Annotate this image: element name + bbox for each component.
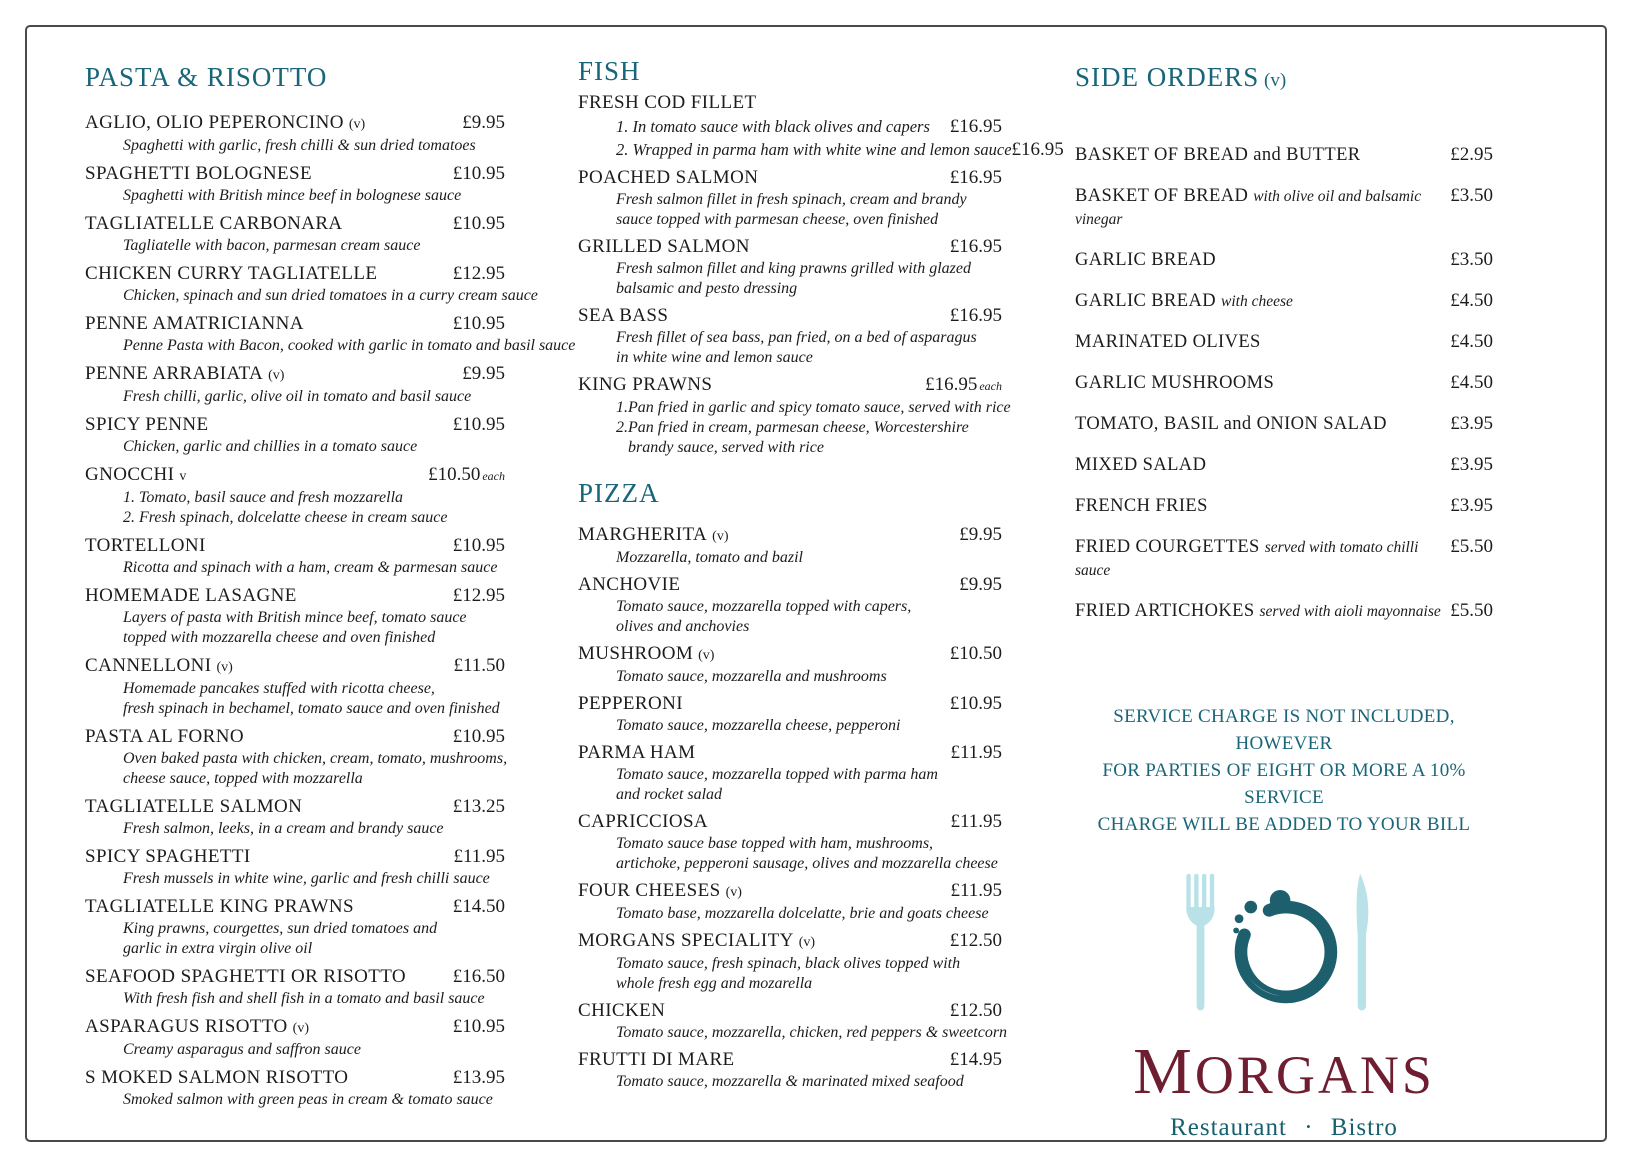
item-note: with cheese — [1221, 293, 1293, 310]
item-description: Chicken, spinach and sun dried tomatoes in a curry cream sauce — [123, 287, 538, 304]
item-note: served with tomato chilli sauce — [1075, 539, 1419, 579]
menu-item — [85, 162, 505, 206]
item-name: S MOKED SALMON RISOTTO — [85, 1067, 349, 1088]
menu-item — [85, 1015, 505, 1060]
restaurant-name: MORGANS — [1133, 1035, 1435, 1108]
item-description: Spaghetti with British mince beef in bolognese sauce — [123, 187, 462, 204]
item-name: MIXED SALAD — [1075, 455, 1207, 475]
menu-item — [85, 212, 505, 256]
item-description: 2. Fresh spinach, dolcelatte cheese in cream sauce — [123, 509, 448, 526]
restaurant-logo — [1075, 868, 1493, 1142]
item-name: GARLIC BREAD — [1075, 250, 1216, 270]
item-price: £12.95 — [452, 263, 505, 284]
menu-item — [1075, 453, 1493, 477]
menu-item — [578, 879, 1002, 924]
item-name: ANCHOVIE — [578, 574, 681, 595]
option-text: 1. In tomato sauce with black olives and capers — [616, 117, 930, 136]
item-name: GNOCCHI — [85, 464, 175, 485]
item-price: £9.95 — [959, 524, 1002, 545]
menu-item — [578, 741, 1002, 805]
item-name: GARLIC BREAD — [1075, 291, 1216, 311]
section-side-orders — [1075, 62, 1493, 623]
item-price: £10.95 — [949, 693, 1002, 714]
fork-icon — [1186, 874, 1214, 1011]
vegetarian-tag: (v) — [348, 117, 366, 132]
item-description: fresh spinach in bechamel, tomato sauce and oven finished — [123, 700, 500, 717]
item-option — [578, 115, 1002, 138]
item-description: brandy sauce, served with rice — [616, 439, 824, 456]
item-name: PASTA AL FORNO — [85, 726, 244, 747]
menu-item — [578, 573, 1002, 637]
item-name: CANNELLONI — [85, 655, 212, 676]
item-description: Tomato sauce, mozzarella cheese, pepperoni — [616, 717, 901, 734]
vegetarian-tag: v — [179, 469, 187, 484]
menu-item — [578, 1048, 1002, 1092]
menu-item — [578, 642, 1002, 687]
menu-item — [578, 304, 1002, 368]
menu-item — [1075, 184, 1493, 231]
menu-item — [578, 373, 1011, 458]
item-price: £10.50 each — [428, 464, 505, 485]
item-description: Ricotta and spinach with a ham, cream & parmesan sauce — [123, 559, 498, 576]
menu-item — [578, 166, 1002, 230]
item-name: AGLIO, OLIO PEPERONCINO — [85, 112, 344, 133]
menu-item — [1075, 535, 1493, 582]
item-name: SPICY SPAGHETTI — [85, 846, 251, 867]
menu-item — [1075, 289, 1493, 313]
item-description: artichoke, pepperoni sausage, olives and mozzarella cheese — [616, 855, 998, 872]
notice-line: CHARGE WILL BE ADDED TO YOUR BILL — [1097, 814, 1471, 835]
menu-item — [85, 654, 505, 719]
plate-icon — [1227, 890, 1344, 1010]
item-name: PENNE AMATRICIANNA — [85, 313, 304, 334]
item-price: £9.95 — [462, 112, 505, 133]
item-description: Fresh salmon, leeks, in a cream and brandy sauce — [123, 820, 444, 837]
item-description: Tomato sauce, mozzarella topped with capers, — [616, 598, 912, 615]
menu-item — [85, 463, 505, 528]
menu-item — [578, 692, 1002, 736]
item-price: £5.50 — [1450, 600, 1493, 621]
item-price: £16.95 — [949, 167, 1002, 188]
item-note: with olive oil and balsamic vinegar — [1075, 188, 1422, 228]
item-note: served with aioli mayonnaise — [1259, 603, 1441, 620]
item-price: £3.95 — [1450, 495, 1493, 516]
item-price: £10.95 — [452, 535, 505, 556]
item-price: £10.95 — [452, 163, 505, 184]
item-name: TORTELLONI — [85, 535, 206, 556]
price-unit: each — [482, 469, 505, 483]
service-charge-notice — [1075, 703, 1493, 838]
column-fish-pizza — [578, 56, 1064, 1097]
item-description: Fresh mussels in white wine, garlic and fresh chilli sauce — [123, 870, 490, 887]
item-name: TAGLIATELLE SALMON — [85, 796, 303, 817]
item-price: £16.95 — [1011, 139, 1064, 160]
vegetarian-tag: (v) — [268, 368, 285, 383]
item-price: £12.50 — [949, 1000, 1002, 1021]
item-description: Mozzarella, tomato and bazil — [616, 549, 803, 566]
knife-icon — [1357, 874, 1369, 1011]
item-price: £2.95 — [1450, 144, 1493, 165]
item-name: POACHED SALMON — [578, 167, 759, 188]
item-name: SEA BASS — [578, 305, 669, 326]
item-price: £3.95 — [1450, 454, 1493, 475]
item-name: TAGLIATELLE CARBONARA — [85, 213, 343, 234]
menu-item — [85, 413, 505, 457]
item-description: Tomato sauce, fresh spinach, black olives topped with — [616, 955, 961, 972]
menu-item — [85, 895, 505, 959]
menu-item — [85, 725, 508, 789]
item-price: £12.95 — [452, 585, 505, 606]
item-price: £16.50 — [452, 966, 505, 987]
item-description: whole fresh egg and mozarella — [616, 975, 813, 992]
item-description: King prawns, courgettes, sun dried tomatoes and — [123, 920, 438, 937]
item-name: TAGLIATELLE KING PRAWNS — [85, 896, 354, 917]
menu-item — [1075, 412, 1493, 436]
restaurant-tagline: Restaurant · Bistro — [1170, 1114, 1398, 1141]
item-price: £3.95 — [1450, 413, 1493, 434]
item-name: GARLIC MUSHROOMS — [1075, 373, 1275, 393]
vegetarian-tag: (v) — [798, 935, 816, 950]
item-name: HOMEMADE LASAGNE — [85, 585, 297, 606]
menu-item — [578, 523, 1002, 568]
menu-item — [578, 91, 1064, 161]
item-description: Smoked salmon with green peas in cream & tomato sauce — [123, 1091, 493, 1108]
item-name: TOMATO, BASIL and ONION SALAD — [1075, 414, 1387, 434]
menu-item — [1075, 599, 1493, 623]
item-name: BASKET OF BREAD — [1075, 186, 1249, 206]
item-description: Tomato sauce base topped with ham, mushrooms, — [616, 835, 934, 852]
item-description: Tomato sauce, mozzarella and mushrooms — [616, 668, 887, 685]
item-name: SPAGHETTI BOLOGNESE — [85, 163, 312, 184]
item-description: Spaghetti with garlic, fresh chilli & sun dried tomatoes — [123, 137, 476, 154]
item-description: Chicken, garlic and chillies in a tomato sauce — [123, 438, 418, 455]
item-description: Fresh chilli, garlic, olive oil in tomato and basil sauce — [123, 388, 472, 405]
menu-item — [85, 534, 505, 578]
item-description: 1.Pan fried in garlic and spicy tomato sauce, served with rice — [616, 399, 1011, 416]
item-description: With fresh fish and shell fish in a tomato and basil sauce — [123, 990, 485, 1007]
item-description: Layers of pasta with British mince beef, tomato sauce — [123, 609, 467, 626]
menu-item — [1075, 494, 1493, 518]
item-name: SEAFOOD SPAGHETTI OR RISOTTO — [85, 966, 407, 987]
item-name: MUSHROOM — [578, 643, 694, 664]
item-price: £12.50 — [949, 930, 1002, 951]
menu-item — [85, 584, 505, 648]
item-name: MARGHERITA — [578, 524, 708, 545]
notice-line: FOR PARTIES OF EIGHT OR MORE A 10% SERVICE — [1102, 760, 1466, 808]
item-price: £11.95 — [453, 846, 505, 867]
item-price: £4.50 — [1450, 372, 1493, 393]
item-description: Homemade pancakes stuffed with ricotta cheese, — [123, 680, 435, 697]
item-description: Tagliatelle with bacon, parmesan cream sauce — [123, 237, 421, 254]
item-name: SPICY PENNE — [85, 414, 209, 435]
item-price: £4.50 — [1450, 290, 1493, 311]
menu-item — [578, 999, 1008, 1043]
section-title-sides: SIDE ORDERS (v) — [1075, 62, 1287, 92]
item-name: KING PRAWNS — [578, 374, 713, 395]
item-price: £11.95 — [950, 880, 1002, 901]
menu-item — [85, 312, 576, 356]
section-pasta-risotto — [85, 62, 576, 1110]
price-unit: each — [979, 379, 1002, 393]
item-price: £3.50 — [1450, 249, 1493, 270]
menu-item — [85, 262, 538, 306]
item-price: £3.50 — [1450, 185, 1493, 206]
section-title-pasta: PASTA & RISOTTO — [85, 62, 328, 92]
section-title-pizza: PIZZA — [578, 478, 660, 508]
item-name: FRIED COURGETTES — [1075, 537, 1260, 557]
item-price: £14.50 — [452, 896, 505, 917]
section-title-fish: FISH — [578, 56, 641, 86]
fork-plate-knife-icon — [1166, 868, 1402, 1034]
item-price: £9.95 — [462, 363, 505, 384]
item-name: ASPARAGUS RISOTTO — [85, 1016, 288, 1037]
menu-item — [85, 965, 505, 1009]
menu-item — [578, 810, 1002, 874]
item-price: £13.25 — [452, 796, 505, 817]
item-name: PARMA HAM — [578, 742, 696, 763]
vegetarian-tag: (v) — [698, 648, 715, 663]
item-description: Tomato sauce, mozzarella topped with parma ham — [616, 766, 938, 783]
item-name: GRILLED SALMON — [578, 236, 750, 257]
item-name: FRIED ARTICHOKES — [1075, 601, 1255, 621]
item-description: in white wine and lemon sauce — [616, 349, 813, 366]
notice-line: SERVICE CHARGE IS NOT INCLUDED, HOWEVER — [1113, 706, 1455, 754]
item-name: CHICKEN CURRY TAGLIATELLE — [85, 263, 378, 284]
item-price: £16.95 — [949, 236, 1002, 257]
item-price: £10.50 — [949, 643, 1002, 664]
item-name: FRUTTI DI MARE — [578, 1049, 735, 1070]
item-description: and rocket salad — [616, 786, 723, 803]
item-price: £13.95 — [452, 1067, 505, 1088]
vegetarian-tag: (v) — [712, 529, 729, 544]
vegetarian-tag: (v) — [1259, 70, 1287, 91]
item-name: PEPPERONI — [578, 693, 683, 714]
menu-item — [578, 929, 1002, 994]
item-description: Fresh fillet of sea bass, pan fried, on a bed of asparagus — [616, 329, 977, 346]
menu-item — [85, 111, 505, 156]
menu-item — [85, 1066, 505, 1110]
item-price: £9.95 — [959, 574, 1002, 595]
column-sides — [1075, 62, 1493, 1142]
item-description: Tomato base, mozzarella dolcelatte, brie and goats cheese — [616, 905, 989, 922]
menu-item — [1075, 248, 1493, 272]
menu-item — [85, 795, 505, 839]
item-description: Creamy asparagus and saffron sauce — [123, 1041, 361, 1058]
item-name: CAPRICCIOSA — [578, 811, 709, 832]
item-description: Oven baked pasta with chicken, cream, tomato, mushrooms, — [123, 750, 508, 767]
item-description: garlic in extra virgin olive oil — [123, 940, 313, 957]
item-name: PENNE ARRABIATA — [85, 363, 264, 384]
item-description: 2.Pan fried in cream, parmesan cheese, Worcestershire — [616, 419, 969, 436]
menu-item — [1075, 143, 1493, 167]
item-price: £14.95 — [949, 1049, 1002, 1070]
item-price: £11.95 — [950, 811, 1002, 832]
item-description: Fresh salmon fillet in fresh spinach, cream and brandy — [616, 191, 967, 208]
item-description: Penne Pasta with Bacon, cooked with garlic in tomato and basil sauce — [123, 337, 576, 354]
item-description: balsamic and pesto dressing — [616, 280, 798, 297]
item-price: £5.50 — [1450, 536, 1493, 557]
section-pizza — [578, 478, 1008, 1092]
vegetarian-tag: (v) — [725, 885, 742, 900]
menu-item — [85, 362, 505, 407]
section-fish — [578, 56, 1064, 458]
item-price: £4.50 — [1450, 331, 1493, 352]
item-name: CHICKEN — [578, 1000, 666, 1021]
item-description: topped with mozzarella cheese and oven finished — [123, 629, 436, 646]
item-price: £16.95 — [949, 116, 1002, 137]
item-price: £10.95 — [452, 213, 505, 234]
item-name: FRENCH FRIES — [1075, 496, 1208, 516]
menu-item — [1075, 330, 1493, 354]
item-description: 1. Tomato, basil sauce and fresh mozzarella — [123, 489, 404, 506]
column-pasta — [85, 62, 576, 1116]
option-text: 2. Wrapped in parma ham with white wine and lemon sauce — [616, 140, 1012, 159]
item-description: Tomato sauce, mozzarella, chicken, red peppers & sweetcorn — [616, 1024, 1008, 1041]
item-price: £10.95 — [452, 1016, 505, 1037]
item-description: Fresh salmon fillet and king prawns grilled with glazed — [616, 260, 971, 277]
item-price: £16.95 — [949, 305, 1002, 326]
item-name: MARINATED OLIVES — [1075, 332, 1261, 352]
item-price: £16.95 each — [925, 374, 1002, 395]
item-description: olives and anchovies — [616, 618, 750, 635]
vegetarian-tag: (v) — [216, 660, 233, 675]
item-option — [578, 138, 1064, 161]
item-name: FOUR CHEESES — [578, 880, 721, 901]
item-description: sauce topped with parmesan cheese, oven finished — [616, 211, 939, 228]
item-description: Tomato sauce, mozzarella & marinated mixed seafood — [616, 1073, 964, 1090]
item-description: cheese sauce, topped with mozzarella — [123, 770, 363, 787]
item-name: FRESH COD FILLET — [578, 92, 757, 113]
menu-item — [578, 235, 1002, 299]
menu-item — [1075, 371, 1493, 395]
item-price: £11.50 — [453, 655, 505, 676]
item-price: £10.95 — [452, 313, 505, 334]
menu-item — [85, 845, 505, 889]
item-name: MORGANS SPECIALITY — [578, 930, 794, 951]
item-price: £10.95 — [452, 414, 505, 435]
vegetarian-tag: (v) — [292, 1021, 309, 1036]
item-name: BASKET OF BREAD and BUTTER — [1075, 145, 1361, 165]
item-price: £10.95 — [452, 726, 505, 747]
item-price: £11.95 — [950, 742, 1002, 763]
